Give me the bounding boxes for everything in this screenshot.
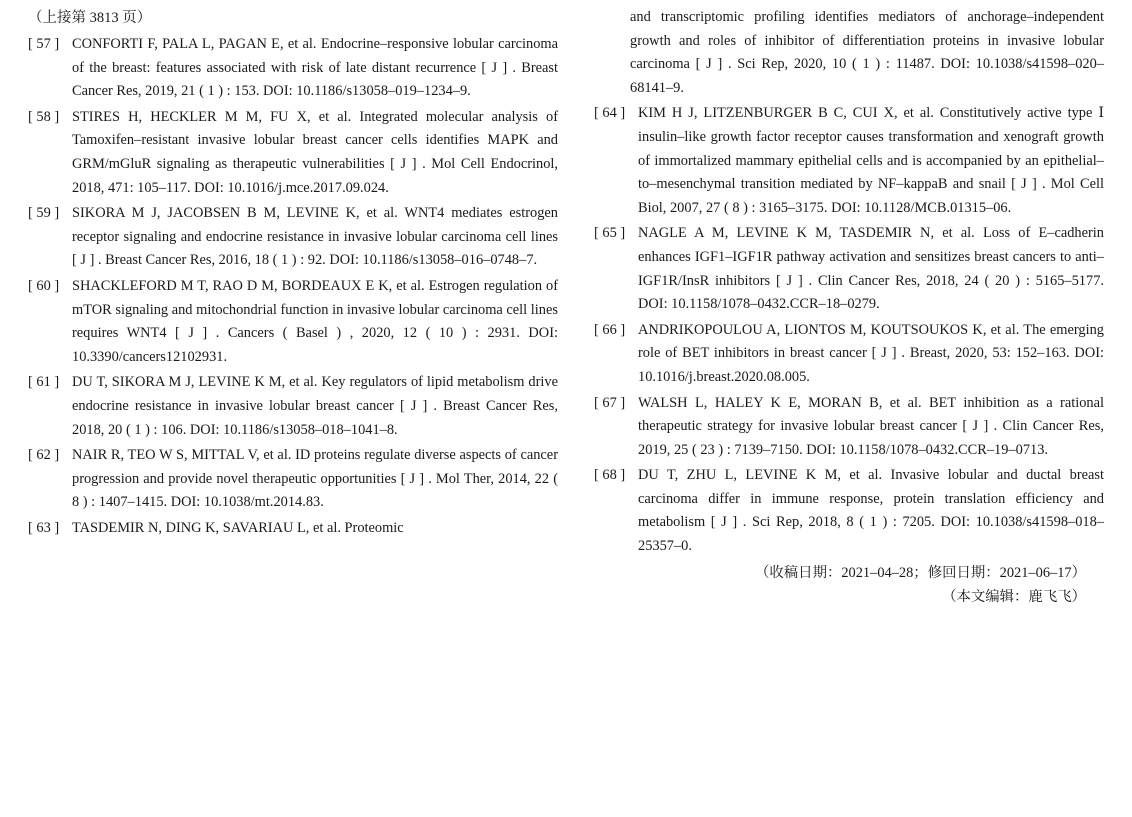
reference-item <box>594 392 1104 463</box>
reference-item <box>28 275 558 369</box>
reference-text: CONFORTI F, PALA L, PAGAN E, et al. Endocrine–responsive lobular carcinoma of the breast: features associated with risk of late distant recurrence [ J ] . Breast Cancer Res, 2019, 21 ( 1 ) : 153. DOI: 10.1186/s13058–019–1234–9. <box>72 36 558 100</box>
reference-text: WALSH L, HALEY K E, MORAN B, et al. BET inhibition as a rational therapeutic strategy for invasive lobular breast cancer [ J ] . Clin Cancer Res, 2019, 25 ( 23 ) : 7139–7150. DOI: 10.1158/1078–0432.CCR–19–0713. <box>638 394 1104 458</box>
reference-number: [ 65 ] <box>594 225 626 242</box>
reference-item <box>28 106 558 200</box>
reference-list-left <box>28 33 558 540</box>
reference-text: DU T, ZHU L, LEVINE K M, et al. Invasive lobular and ductal breast carcinoma differ in immune response, protein translation efficiency and metabolism [ J ] . Sci Rep, 2018, 8 ( 1 ) : 7205. DOI: 10.1038/s41598–018–25357–0. <box>638 467 1104 555</box>
reference-text: SIKORA M J, JACOBSEN B M, LEVINE K, et al. WNT4 mediates estrogen receptor signaling and endocrine resistance in invasive lobular carcinoma cell lines [ J ] . Breast Cancer Res, 2016, 18 ( 1 ) : 92. DOI: 10.1186/s13058–016–0748–7. <box>72 205 558 269</box>
left-column <box>28 6 558 542</box>
reference-number: [ 62 ] <box>28 447 60 464</box>
reference-63-continuation: and transcriptomic profiling identifies mediators of anchorage–independent growth and roles of inhibitor of differentiation proteins in invasive lobular carcinoma [ J ] . Sci Rep, 2020, 10 ( 1 ) : 11487. DOI: 10.1038/s41598–020–68141–9. <box>630 9 1104 96</box>
reference-text: DU T, SIKORA M J, LEVINE K M, et al. Key regulators of lipid metabolism drive endocrine resistance in invasive lobular breast cancer [ J ] . Breast Cancer Res, 2018, 20 ( 1 ) : 106. DOI: 10.1186/s13058–018–1041–8. <box>72 374 558 438</box>
article-footer <box>594 561 1104 609</box>
reference-number: [ 68 ] <box>594 467 626 484</box>
reference-text: NAIR R, TEO W S, MITTAL V, et al. ID proteins regulate diverse aspects of cancer progression and provide novel therapeutic opportunities [ J ] . Mol Ther, 2014, 22 ( 8 ) : 1407–1415. DOI: 10.1038/mt.2014.83. <box>72 447 558 511</box>
continued-from-note: （上接第 3813 页） <box>28 10 152 26</box>
reference-item <box>594 319 1104 390</box>
reference-text: SHACKLEFORD M T, RAO D M, BORDEAUX E K, et al. Estrogen regulation of mTOR signaling and mitochondrial function in invasive lobular carcinoma cell lines requires WNT4 [ J ] . Cancers ( Basel ) , 2020, 12 ( 10 ) : 2931. DOI: 10.3390/cancers12102931. <box>72 277 558 365</box>
reference-number: [ 64 ] <box>594 105 626 122</box>
reference-number: [ 66 ] <box>594 321 626 338</box>
reference-text: ANDRIKOPOULOU A, LIONTOS M, KOUTSOUKOS K, et al. The emerging role of BET inhibitors in breast cancer [ J ] . Breast, 2020, 53: 152–163. DOI: 10.1016/j.breast.2020.08.005. <box>638 321 1104 385</box>
reference-number: [ 60 ] <box>28 277 60 294</box>
reference-number: [ 61 ] <box>28 374 60 391</box>
reference-text: NAGLE A M, LEVINE K M, TASDEMIR N, et al. Loss of E–cadherin enhances IGF1–IGF1R pathway activation and sensitizes breast cancers to anti–IGF1R/InsR inhibitors [ J ] . Clin Cancer Res, 2018, 24 ( 20 ) : 5165–5177. DOI: 10.1158/1078–0432.CCR–18–0279. <box>638 225 1104 313</box>
reference-text: KIM H J, LITZENBURGER B C, CUI X, et al. Constitutively active type Ⅰ insulin–like growth factor receptor causes transformation and xenograft growth of immortalized mammary epithelial cells and is accompanied by an epithelial–to–mesenchymal transition mediated by NF–kappaB and snail [ J ] . Mol Cell Biol, 2007, 27 ( 8 ) : 3165–3175. DOI: 10.1128/MCB.01315–06. <box>638 105 1104 216</box>
reference-item <box>28 33 558 104</box>
reference-item <box>28 202 558 273</box>
reference-text: TASDEMIR N, DING K, SAVARIAU L, et al. Proteomic <box>72 519 404 536</box>
reference-number: [ 59 ] <box>28 205 60 222</box>
reference-number: [ 57 ] <box>28 36 60 52</box>
editor-credit: （本文编辑：鹿飞飞） <box>942 588 1086 605</box>
reference-item <box>28 444 558 515</box>
reference-item <box>594 102 1104 220</box>
reference-item <box>28 371 558 442</box>
reference-item <box>28 517 558 541</box>
reference-number: [ 63 ] <box>28 519 60 536</box>
right-column <box>594 6 1104 609</box>
reference-number: [ 67 ] <box>594 394 626 411</box>
received-revised-dates: （收稿日期：2021–04–28；修回日期：2021–06–17） <box>755 564 1086 581</box>
reference-text: STIRES H, HECKLER M M, FU X, et al. Integrated molecular analysis of Tamoxifen–resistant invasive lobular breast cancer cells identifies MAPK and GRM/mGluR signaling as therapeutic vulnerabilities [ J ] . Mol Cell Endocrinol, 2018, 471: 105–117. DOI: 10.1016/j.mce.2017.09.024. <box>72 108 558 196</box>
reference-number: [ 58 ] <box>28 108 60 125</box>
reference-item <box>594 222 1104 316</box>
reference-item <box>594 464 1104 558</box>
reference-list-right <box>594 102 1104 558</box>
